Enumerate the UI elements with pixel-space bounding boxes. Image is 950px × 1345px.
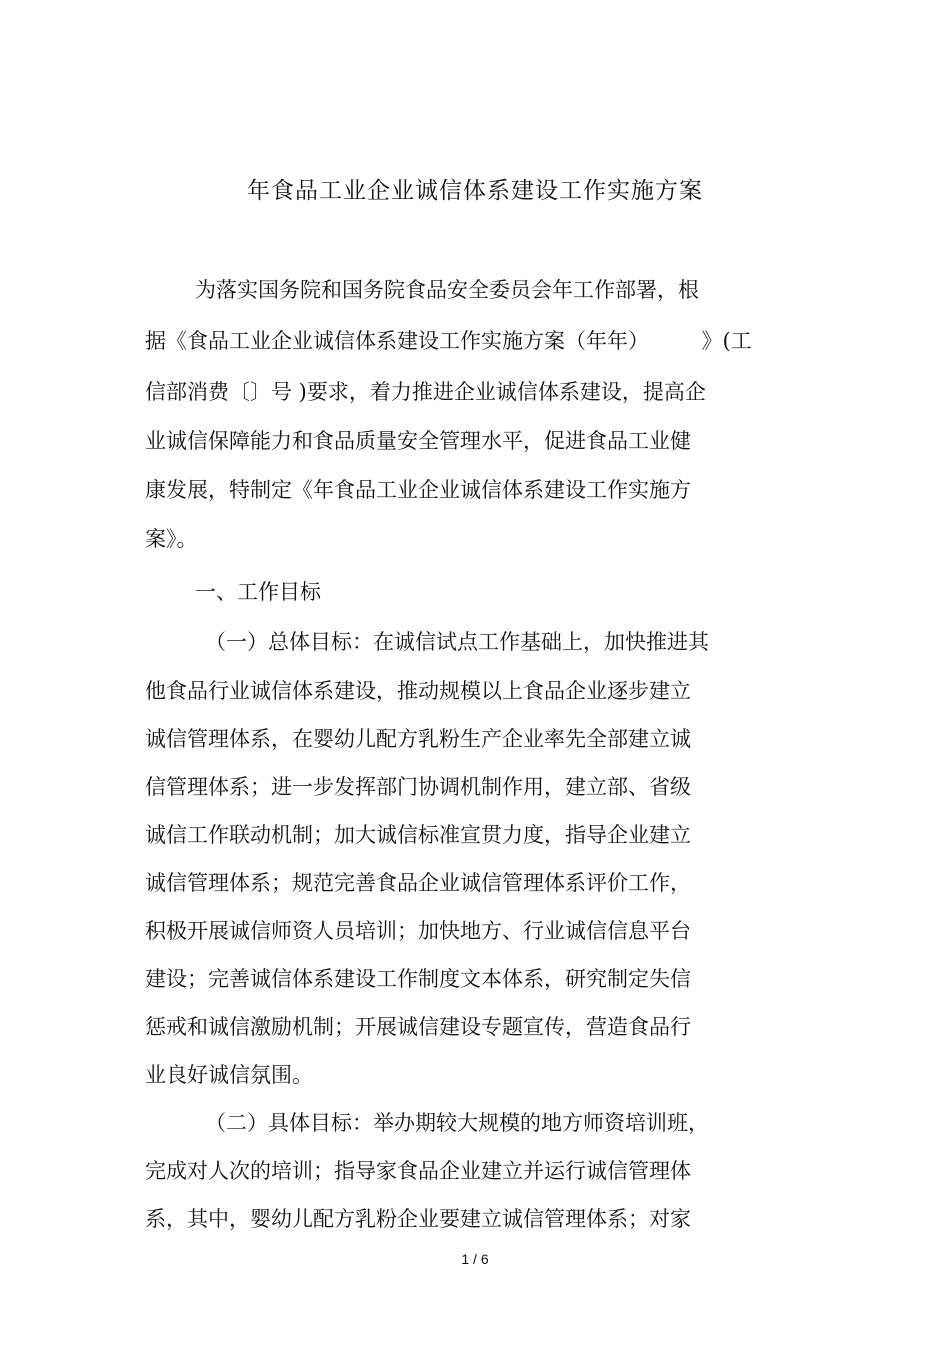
- page-number: 1 / 6: [461, 1251, 489, 1267]
- paragraph-line: 诚信管理体系；规范完善食品企业诚信管理体系评价工作，: [145, 871, 691, 895]
- paragraph-line: 信管理体系；进一步发挥部门协调机制作用，建立部、省级: [145, 775, 691, 799]
- paragraph-line: （二）具体目标：举办期较大规模的地方师资培训班，: [205, 1111, 709, 1135]
- paragraph-line: 业诚信保障能力和食品质量安全管理水平，促进食品工业健: [145, 429, 691, 453]
- paragraph-line: 完成对人次的培训；指导家食品企业建立并运行诚信管理体: [145, 1159, 691, 1183]
- paragraph-line: 建设；完善诚信体系建设工作制度文本体系，研究制定失信: [145, 967, 691, 991]
- paragraph-line: 康发展，特制定《年食品工业企业诚信体系建设工作实施方: [145, 478, 691, 502]
- paragraph-line: 为落实国务院和国务院食品安全委员会年工作部署，根: [195, 278, 699, 302]
- paragraph-line: 信部消费〔〕号 )要求，着力推进企业诚信体系建设，提高企: [145, 380, 706, 404]
- paragraph-line: 诚信管理体系，在婴幼儿配方乳粉生产企业率先全部建立诚: [145, 727, 691, 751]
- paragraph-line: 据《食品工业企业诚信体系建设工作实施方案（年年） 》(工: [145, 329, 752, 353]
- document-title: 年食品工业企业诚信体系建设工作实施方案: [247, 178, 703, 204]
- paragraph-line: 诚信工作联动机制；加大诚信标准宣贯力度，指导企业建立: [145, 823, 691, 847]
- paragraph-line: 他食品行业诚信体系建设，推动规模以上食品企业逐步建立: [145, 679, 691, 703]
- paragraph-line: 业良好诚信氛围。: [145, 1063, 313, 1087]
- paragraph-line: （一）总体目标：在诚信试点工作基础上，加快推进其: [205, 630, 709, 654]
- paragraph-line: 惩戒和诚信激励机制；开展诚信建设专题宣传，营造食品行: [145, 1015, 691, 1039]
- paragraph-line: 积极开展诚信师资人员培训；加快地方、行业诚信信息平台: [145, 919, 691, 943]
- paragraph-line: 系，其中，婴幼儿配方乳粉企业要建立诚信管理体系；对家: [145, 1207, 691, 1231]
- paragraph-line: 案》。: [145, 527, 198, 551]
- section-heading: 一、工作目标: [195, 580, 321, 604]
